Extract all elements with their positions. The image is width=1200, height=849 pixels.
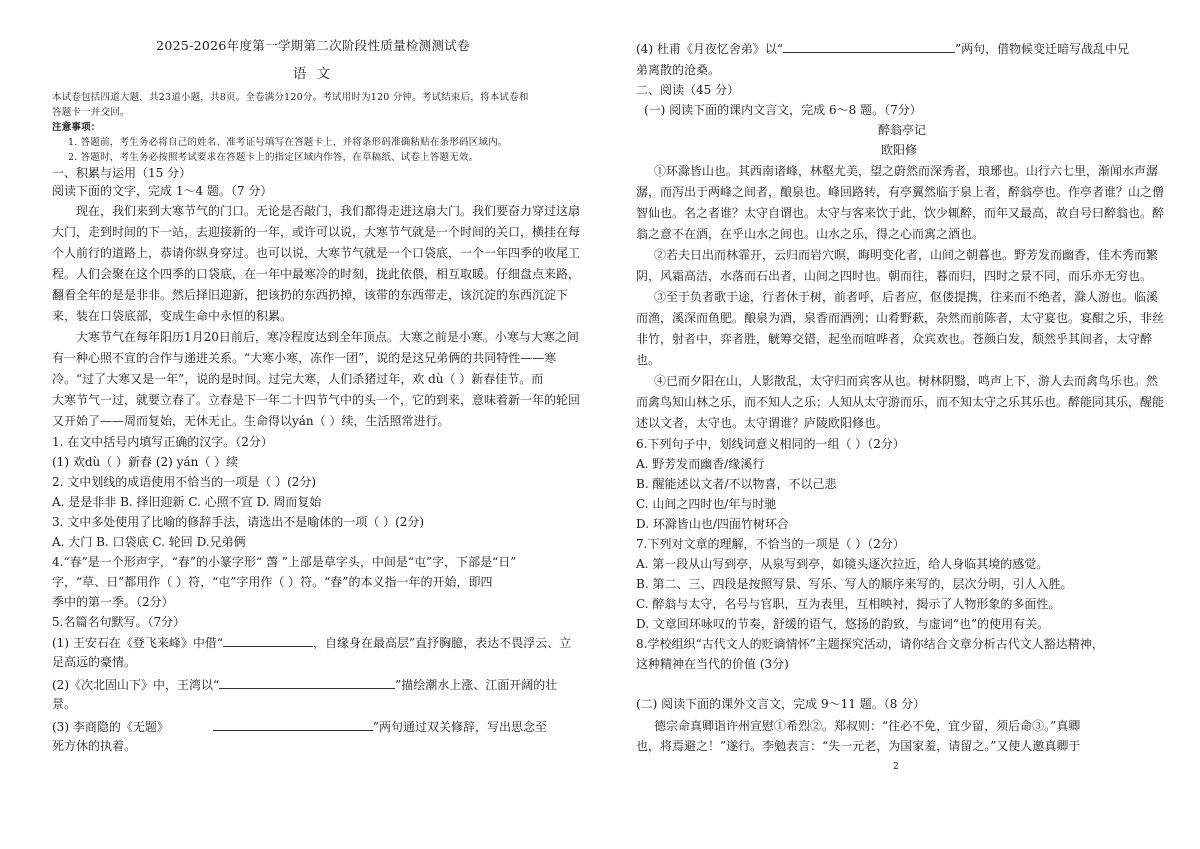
passage-line: 大寒节气一过，就要立春了。立春是下一年二十四节气中的头一个，它的到来，意味着新一年的轮回 <box>52 393 581 407</box>
question-4-line: 字，“草、日”都用作（ ）符，“屯”字用作（ ）符。“春”的本义指一年的开始，即四 <box>52 575 493 589</box>
question-7-option: A. 第一段从山写到亭，从泉写到亭，如镜头逐次拉近，给人身临其境的感觉。 <box>636 557 1049 571</box>
reading-instruction: (二) 阅读下面的课外文言文，完成 9～11 题。（8 分） <box>636 697 926 711</box>
question-6-option: C. 山间之四时也/年与时驰 <box>636 497 777 511</box>
question-5-3-cont: 死方休的执着。 <box>52 739 137 753</box>
passage-line: 大寒节气在每年阳历1月20日前后，寒冷程度达到全年顶点。大寒之前是小寒。小寒与大寒之间 <box>76 330 579 344</box>
answer-blank[interactable] <box>219 676 395 689</box>
note-item: 1. 答题前，考生务必将自己的姓名、准考证号填写在答题卡上，并将条形码准确粘贴在条形码区域内。 <box>68 137 508 148</box>
question-7: 7.下列对文章的理解，不恰当的一项是（ ）（2分） <box>636 537 905 551</box>
question-2-options: A. 是是非非 B. 择旧迎新 C. 心照不宣 D. 周而复始 <box>52 495 322 509</box>
question-2: 2. 文中划线的成语使用不恰当的一项是（ ）(2分) <box>52 475 317 489</box>
question-5-4: (4) 杜甫《月夜忆舍弟》以“ ”两句，借物候变迁暗写战乱中兄 <box>636 42 1130 56</box>
question-5: 5.名篇名句默写。（7分） <box>52 615 186 629</box>
classical-text-title: 醉翁亭记 <box>878 123 927 137</box>
reading-instruction: (一) 阅读下面的课内文言文，完成 6～8 题。（7分） <box>644 103 922 117</box>
page-number: 2 <box>893 762 899 772</box>
classical-text-author: 欧阳修 <box>881 143 918 157</box>
classical-line: 也。 <box>636 353 661 367</box>
subject-title: 语 文 <box>292 66 334 82</box>
answer-blank[interactable] <box>223 634 313 647</box>
passage-line: 翻看全年的是是非非。然后择旧迎新，把该扔的东西扔掉，该带的东西带走，该沉淀的东西沉淀下 <box>52 288 569 302</box>
classical-line: 阴，风霜高洁，水落而石出者，山间之四时也。朝而往，暮而归，四时之景不同，而乐亦无穷也。 <box>636 269 1153 283</box>
question-4-line: 季中的第一季。（2分） <box>52 595 174 609</box>
classical-line: 智仙也。名之者谁？太守自谓也。太守与客来饮于此，饮少辄醉，而年又最高，故自号曰醉翁也。醉 <box>636 206 1165 220</box>
passage-line: 来，装在口袋底部，变成生命中永恒的积累。 <box>52 309 293 323</box>
question-1: 1. 在文中括号内填写正确的汉字。（2分） <box>52 435 273 449</box>
question-6-option: B. 醒能述以文者/不以物喜，不以己悲 <box>636 477 837 491</box>
passage-line: 程。人们会聚在这个四季的口袋底，在一年中最寒冷的时刻，拢此依偎，相互取暖。仔细盘点来路， <box>52 267 581 281</box>
extracurricular-line: 也，将焉避之！”遂行。李勉表言：“失一元老，为国家羞，请留之。”又使人邀真卿于 <box>636 739 1081 753</box>
passage-line: 现在，我们来到大寒节气的门口。无论是否敲门，我们都得走进这扇大门。我们要奋力穿过这扇 <box>76 204 581 218</box>
classical-line: ③至于负者歌于途，行者休于树，前者呼，后者应，伛偻提携，往来而不绝者，滁人游也。临溪 <box>654 290 1159 304</box>
question-8-line: 8.学校组织“古代文人的贬谪情怀”主题探究活动，请你结合文章分析古代文人豁达精神， <box>636 637 1104 651</box>
question-7-option: B. 第二、三、四段是按照写景、写乐、写人的顺序来写的，层次分明，引人入胜。 <box>636 577 1073 591</box>
question-7-option: D. 文章回环咏叹的节奏，舒缓的语气，悠扬的韵致，与虚词“也”的使用有关。 <box>636 617 1050 631</box>
question-8-line: 这种精神在当代的价值 (3分) <box>636 657 789 671</box>
question-4-line: 4.“春”是一个形声字，“春”的小篆字形“ 萅 ”上部是草字头，中间是“屯”字，下部是“日” <box>52 555 517 569</box>
question-1-items: (1) 欢dù（ ）新春 (2) yán（ ）续 <box>52 455 239 469</box>
question-5-1-cont: 足高远的豪情。 <box>52 655 137 669</box>
note-item: 2. 答题时，考生务必按照考试要求在答题卡上的指定区域内作答，在草稿纸、试卷上答题无效。 <box>68 152 479 163</box>
question-3-options: A. 大门 B. 口袋底 C. 轮回 D.兄弟俩 <box>52 535 246 549</box>
intro-line: 本试卷包括四道大题，共23道小题，共8页。全卷满分120分。考试用时为120 分钟。考试结束后，将本试卷和 <box>52 92 529 103</box>
classical-line: ④已而夕阳在山，人影散乱，太守归而宾客从也。树林阴翳，鸣声上下，游人去而禽鸟乐也。然 <box>654 374 1159 388</box>
classical-line: 述以文者，太守也。太守谓谁？庐陵欧阳修也。 <box>636 416 889 430</box>
classical-line: 而渔，溪深而鱼肥。酿泉为酒，泉香而酒洌；山肴野蔌，杂然而前陈者，太守宴也。宴酣之乐，非丝 <box>636 311 1165 325</box>
classical-line: 非竹，射者中，弈者胜，觥筹交错，起坐而喧哗者，众宾欢也。苍颜白发，颓然乎其间者，太守醉 <box>636 332 1153 346</box>
reading-instruction: 阅读下面的文字，完成 1～4 题。（7 分） <box>52 184 273 198</box>
classical-line: ②若夫日出而林霏开，云归而岩穴暝，晦明变化者，山间之朝暮也。野芳发而幽香，佳木秀而繁 <box>654 248 1159 262</box>
classical-line: 而禽鸟知山林之乐，而不知人之乐；人知从太守游而乐，而不知太守之乐其乐也。醉能同其乐，醒能 <box>636 395 1165 409</box>
question-3: 3. 文中多处使用了比喻的修辞手法，请选出不是喻体的一项（ ）(2分) <box>52 515 425 529</box>
passage-line: 又开始了——周而复始，无休无止。生命得以yán（ ）续，生活照常进行。 <box>52 414 450 428</box>
intro-line: 答题卡一并交回。 <box>52 107 130 118</box>
passage-line: 冷。“过了大寒又是一年”，说的是时间。过完大寒，人们杀猪过年，欢 dù（ ）新春佳节。而 <box>52 372 544 386</box>
question-6-option: A. 野芳发而幽香/缘溪行 <box>636 457 765 471</box>
question-5-3: (3) 李商隐的《无题》 ”两句通过双关修辞，写出思念至 <box>52 720 547 734</box>
question-5-1: (1) 王安石在《登飞来峰》中借“ ，自缘身在最高层”直抒胸臆，表达不畏浮云、立 <box>52 636 572 650</box>
classical-line: 潺，而泻出于两峰之间者，酿泉也。峰回路转，有亭翼然临于泉上者，醉翁亭也。作亭者谁？山之僧 <box>636 185 1165 199</box>
question-6-option: D. 环滁皆山也/四面竹树环合 <box>636 517 789 531</box>
passage-line: 大门，走到时间的下一站，去迎接新的一年，或许可以说，大寒节气就是一个时间的关口，横挂在每 <box>52 225 581 239</box>
exam-title: 2025-2026年度第一学期第二次阶段性质量检测测试卷 <box>156 38 470 53</box>
classical-line: ①环滁皆山也。其西南诸峰，林壑尤美，望之蔚然而深秀者，琅琊也。山行六七里，渐闻水声潺 <box>654 164 1159 178</box>
notes-heading: 注意事项： <box>52 122 101 133</box>
question-5-4-cont: 弟离散的沧桑。 <box>636 63 721 77</box>
passage-line: 个人前行的道路上，恭请你纵身穿过。也可以说，大寒节气就是一个口袋底，一个一年四季的收尾工 <box>52 246 581 260</box>
section-heading: 二、阅读（45 分） <box>636 83 740 97</box>
question-5-2: (2)《次北固山下》中，王湾以“ ”描绘潮水上涨、江面开阔的壮 <box>52 678 558 692</box>
answer-blank[interactable] <box>783 40 955 53</box>
question-5-2-cont: 景。 <box>52 697 77 711</box>
answer-blank[interactable] <box>213 718 373 731</box>
question-7-option: C. 醉翁与太守，名号与官职，互为表里，互相映衬，揭示了人物形象的多面性。 <box>636 597 1061 611</box>
question-6: 6.下列句子中，划线词意义相同的一组（ ）（2分） <box>636 437 905 451</box>
section-heading: 一、积累与运用（15 分） <box>52 166 192 180</box>
passage-line: 有一种心照不宣的合作与递进关系。“大寒小寒，冻作一团”，说的是这兄弟俩的共同特性——寒 <box>52 351 557 365</box>
extracurricular-line: 德宗命真卿诣许州宣慰①希烈②。郑叔则：“往必不免，宜少留，须后命③。”真卿 <box>654 719 1081 733</box>
classical-line: 翁之意不在酒，在乎山水之间也。山水之乐，得之心而寓之酒也。 <box>636 227 985 241</box>
